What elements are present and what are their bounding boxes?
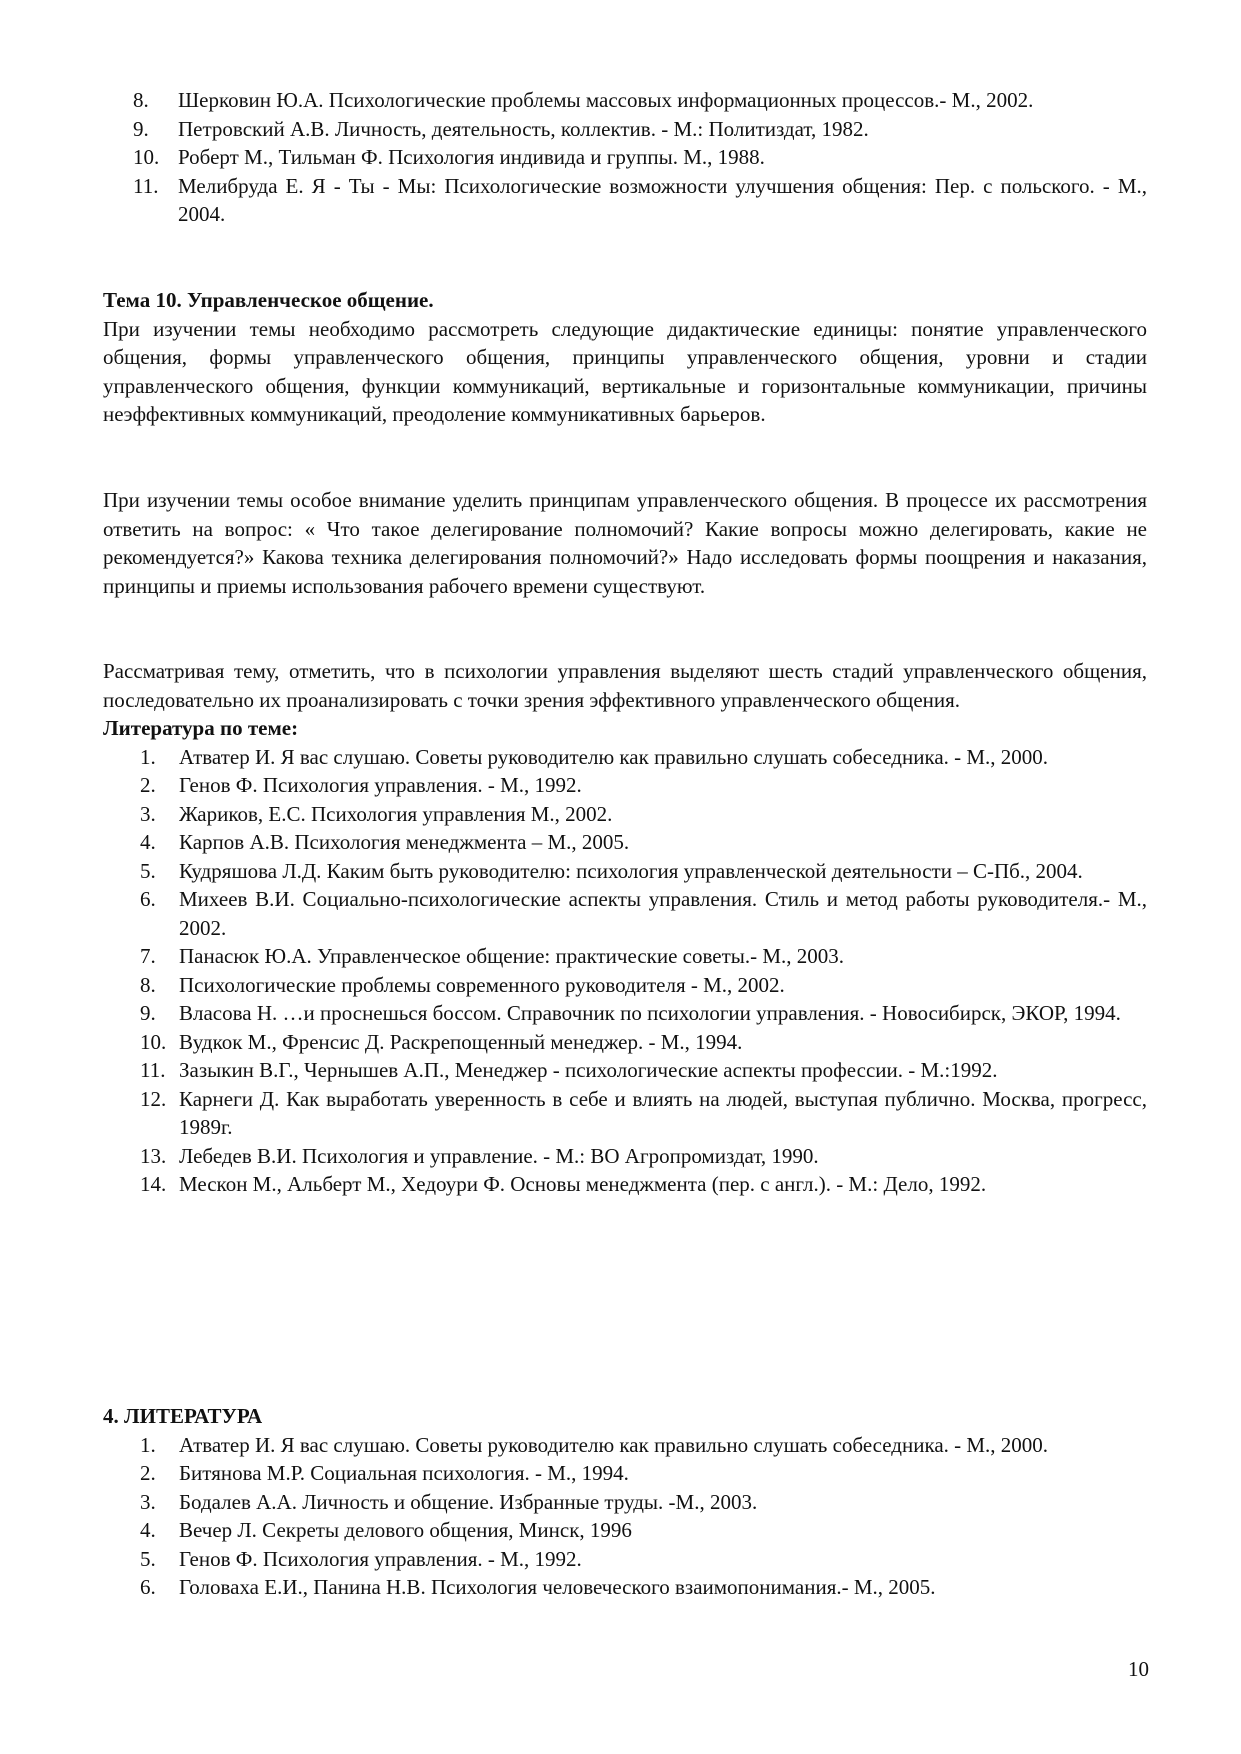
- list-item: [103, 828, 1147, 857]
- item-text: Битянова М.Р. Социальная психология. - М., 1994.: [179, 1461, 629, 1485]
- literature-list: [103, 1431, 1147, 1602]
- item-text: Карпов А.В. Психология менеджмента – М., 2005.: [179, 830, 630, 854]
- item-number: 5.: [140, 858, 156, 883]
- list-item: [103, 1056, 1147, 1085]
- list-item: [103, 971, 1147, 1000]
- item-number: 3.: [140, 1489, 156, 1514]
- list-item: [103, 1459, 1147, 1488]
- topic-literature-list: [103, 743, 1147, 1199]
- item-text: Жариков, Е.С. Психология управления М., 2002.: [179, 801, 613, 826]
- item-number: 12.: [140, 1086, 167, 1111]
- topic-title: Тема 10. Управленческое общение.: [103, 288, 434, 312]
- item-number: 10.: [140, 1029, 167, 1054]
- item-text: Атватер И. Я вас слушаю. Советы руководителю как правильно слушать собеседника. - М., 2000.: [179, 744, 1049, 769]
- item-number: 4.: [140, 830, 156, 854]
- item-text: Бодалев А.А. Личность и общение. Избранные труды. -М., 2003.: [179, 1489, 758, 1514]
- item-number: 6.: [140, 887, 156, 911]
- item-number: 9.: [140, 1001, 156, 1025]
- item-number: 13.: [140, 1143, 167, 1168]
- literature-heading: Литература по теме:: [103, 716, 299, 740]
- item-number: 5.: [140, 1546, 156, 1571]
- item-number: 4.: [140, 1518, 156, 1542]
- list-item: [103, 1516, 1147, 1545]
- item-number: 1.: [140, 1432, 156, 1457]
- list-item: [103, 857, 1147, 886]
- item-number: 11.: [133, 173, 159, 198]
- item-text: Генов Ф. Психология управления. - М., 1992.: [179, 773, 582, 797]
- item-text: Зазыкин В.Г., Чернышев А.П., Менеджер - психологические аспекты профессии. - М.:1992.: [179, 1058, 998, 1082]
- page-number: 10: [1128, 1657, 1149, 1681]
- item-text: Карнеги Д. Как выработать уверенность в себе и влиять на людей, выступая публично. Москва, прогресс, 1989г.: [179, 1086, 1147, 1139]
- list-item: [103, 143, 1147, 172]
- item-text: Психологические проблемы современного руководителя - М., 2002.: [179, 972, 785, 997]
- item-text: Вудкок М., Френсис Д. Раскрепощенный менеджер. - М., 1994.: [179, 1029, 743, 1054]
- item-text: Петровский А.В. Личность, деятельность, коллектив. - М.: Политиздат, 1982.: [178, 116, 869, 141]
- list-item: [103, 1573, 1147, 1602]
- list-item: [103, 885, 1147, 942]
- list-item: [103, 1488, 1147, 1517]
- list-item: [103, 1431, 1147, 1460]
- list-item: [103, 1085, 1147, 1142]
- topic-10-paragraph-2: [103, 486, 1147, 600]
- item-text: Михеев В.И. Социально-психологические аспекты управления. Стиль и метод работы руководителя.- М., 2002.: [179, 887, 1147, 940]
- topic-10-paragraph-3: [103, 657, 1147, 1199]
- item-number: 2.: [140, 773, 156, 797]
- item-number: 11.: [140, 1058, 166, 1082]
- list-item: [103, 800, 1147, 829]
- list-item: [103, 172, 1147, 229]
- item-text: Лебедев В.И. Психология и управление. - М.: ВО Агропромиздат, 1990.: [179, 1143, 819, 1168]
- section-4-literature: [103, 1402, 1147, 1602]
- item-number: 2.: [140, 1461, 156, 1485]
- list-item: [103, 115, 1147, 144]
- item-number: 6.: [140, 1575, 156, 1599]
- section-title: 4. ЛИТЕРАТУРА: [103, 1404, 263, 1428]
- item-text: Кудряшова Л.Д. Каким быть руководителю: психология управленческой деятельности – С-Пб., 2004.: [179, 858, 1083, 883]
- list-item: [103, 942, 1147, 971]
- paragraph: При изучении темы особое внимание уделить принципам управленческого общения. В процессе их рассмотрения ответить на вопрос: « Что такое делегирование полномочий? Какие вопросы можно делегировать, какие не рекомендуется?» Какова техника делегирования полномочий?» Надо исследовать формы поощрения и наказания, принципы и приемы использования рабочего времени существуют.: [103, 488, 1147, 598]
- item-text: Власова Н. …и проснешься боссом. Справочник по психологии управления. - Новосибирск, ЭКОР, 1994.: [179, 1001, 1121, 1025]
- paragraph: При изучении темы необходимо рассмотреть следующие дидактические единицы: понятие управленческого общения, формы управленческого общения, принципы управленческого общения, уровни и стадии управленческого общения, функции коммуникаций, вертикальные и горизонтальные коммуникации, причины неэффективных коммуникаций, преодоление коммуникативных барьеров.: [103, 316, 1147, 426]
- item-text: Мелибруда Е. Я - Ты - Мы: Психологические возможности улучшения общения: Пер. с польского. - М., 2004.: [178, 173, 1147, 226]
- previous-literature-list: [103, 86, 1147, 229]
- list-item: [103, 999, 1147, 1028]
- item-text: Панасюк Ю.А. Управленческое общение: практические советы.- М., 2003.: [179, 944, 845, 968]
- list-item: [103, 1170, 1147, 1199]
- item-text: Атватер И. Я вас слушаю. Советы руководителю как правильно слушать собеседника. - М., 2000.: [179, 1432, 1049, 1457]
- item-number: 8.: [133, 88, 149, 112]
- item-number: 1.: [140, 744, 156, 769]
- item-text: Генов Ф. Психология управления. - М., 1992.: [179, 1546, 582, 1571]
- item-text: Мескон М., Альберт М., Хедоури Ф. Основы менеджмента (пер. с англ.). - М.: Дело, 1992.: [179, 1172, 987, 1196]
- item-text: Вечер Л. Секреты делового общения, Минск, 1996: [179, 1518, 632, 1542]
- item-number: 10.: [133, 145, 160, 169]
- item-number: 3.: [140, 801, 156, 826]
- item-number: 7.: [140, 944, 156, 968]
- item-text: Роберт М., Тильман Ф. Психология индивида и группы. М., 1988.: [178, 145, 765, 169]
- list-item: [103, 1028, 1147, 1057]
- list-item: [103, 1545, 1147, 1574]
- item-number: 9.: [133, 116, 149, 141]
- item-number: 14.: [140, 1172, 167, 1196]
- list-item: [103, 743, 1147, 772]
- item-number: 8.: [140, 972, 156, 997]
- item-text: Шерковин Ю.А. Психологические проблемы массовых информационных процессов.- М., 2002.: [178, 88, 1034, 112]
- topic-10-section: [103, 286, 1147, 429]
- item-text: Головаха Е.И., Панина Н.В. Психология человеческого взаимопонимания.- М., 2005.: [179, 1575, 936, 1599]
- list-item: [103, 1142, 1147, 1171]
- list-item: [103, 771, 1147, 800]
- paragraph: Рассматривая тему, отметить, что в психологии управления выделяют шесть стадий управленческого общения, последовательно их проанализировать с точки зрения эффективного управленческого общения.: [103, 659, 1147, 712]
- list-item: [103, 86, 1147, 115]
